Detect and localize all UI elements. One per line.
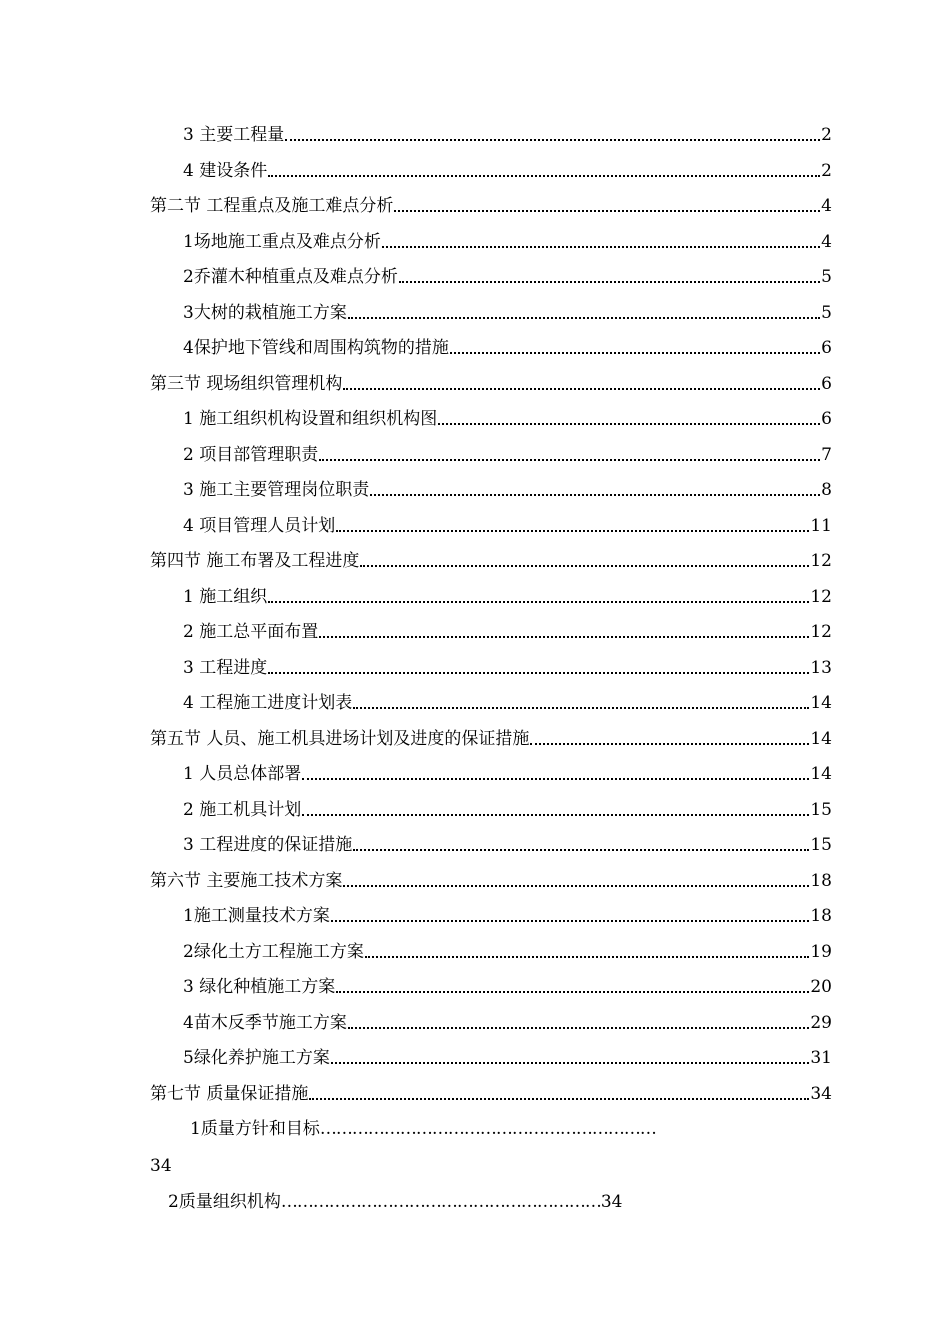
toc-entry-page-number: 4 (821, 231, 832, 252)
toc-entry-page-number: 12 (810, 586, 832, 607)
toc-entry-label: 第六节 主要施工技术方案 (150, 870, 343, 891)
toc-leader-dots (348, 1027, 810, 1029)
toc-leader-dots (399, 281, 820, 283)
toc-entry-page-number: 13 (810, 657, 832, 678)
toc-entry-label: 1质量方针和目标 (190, 1119, 320, 1139)
toc-subsection-entry (183, 511, 832, 537)
toc-subsection-entry (183, 298, 832, 324)
toc-entry-label: 2 项目部管理职责 (183, 444, 319, 465)
toc-leader-dots (360, 565, 809, 567)
toc-entry-page-number: 18 (810, 906, 832, 926)
toc-subsection-entry (183, 688, 832, 714)
toc-entry-page-number: 15 (810, 835, 832, 855)
toc-subsection-entry (183, 617, 832, 643)
toc-subsection-entry (183, 475, 832, 501)
toc-leader-dots (343, 388, 820, 390)
toc-entry-page-number: 5 (821, 267, 832, 287)
toc-entry-label: 1 施工组织 (183, 586, 268, 607)
toc-entry-page-number: 2 (821, 160, 832, 181)
toc-entry-page-number: 14 (810, 728, 832, 749)
toc-entry-label: 第七节 质量保证措施 (150, 1083, 309, 1104)
toc-entry-page-number: 20 (810, 977, 832, 997)
toc-leader-dots (336, 991, 809, 993)
toc-entry-label: 3 主要工程量 (183, 125, 285, 145)
toc-entry-label: 2 施工总平面布置 (183, 622, 319, 642)
toc-entry-page-number: 34 (600, 1192, 623, 1212)
toc-leader-dots (343, 885, 809, 887)
toc-leader-dots: …………………………………………………… (280, 1192, 601, 1212)
toc-entry-label: 第五节 人员、施工机具进场计划及进度的保证措施 (150, 728, 530, 749)
toc-section-entry (150, 866, 832, 892)
toc-leader-dots (319, 636, 809, 638)
toc-entry-label: 5绿化养护施工方案 (183, 1048, 330, 1068)
toc-entry-label: 第四节 施工布署及工程进度 (150, 551, 360, 571)
toc-subsection-entry (183, 1008, 832, 1034)
toc-subsection-entry (183, 333, 832, 359)
toc-section-entry (150, 546, 832, 572)
toc-entry-label: 4 工程施工进度计划表 (183, 693, 353, 713)
toc-entry-page-number: 6 (821, 338, 832, 358)
toc-entry-label: 第二节 工程重点及施工难点分析 (150, 196, 394, 216)
toc-subsection-entry (183, 120, 832, 146)
toc-leader-dots (319, 459, 820, 461)
toc-entry-quality-policy (190, 1118, 656, 1140)
toc-subsection-entry (183, 1043, 832, 1069)
toc-leader-dots (438, 423, 820, 425)
toc-leader-dots (394, 210, 820, 212)
toc-leader-dots (336, 530, 809, 532)
toc-entry-page-number: 6 (821, 409, 832, 429)
toc-entry-page-number: 19 (810, 941, 832, 962)
toc-leader-dots (268, 175, 820, 177)
toc-entry-label: 3 绿化种植施工方案 (183, 977, 336, 997)
toc-subsection-entry (183, 759, 832, 785)
toc-entry-page-number: 2 (821, 125, 832, 145)
toc-entry-label: 1 人员总体部署 (183, 764, 302, 784)
toc-entry-label: 1施工测量技术方案 (183, 906, 330, 926)
toc-entry-label: 4保护地下管线和周围构筑物的措施 (183, 338, 449, 358)
toc-section-entry (150, 724, 832, 750)
toc-leader-dots (268, 601, 809, 603)
toc-section-entry (150, 1079, 832, 1105)
toc-leader-dots (285, 139, 820, 141)
toc-leader-dots (331, 920, 810, 922)
toc-entry-page-number: 18 (810, 870, 832, 891)
toc-subsection-entry (183, 440, 832, 466)
toc-entry-label: 4 建设条件 (183, 160, 268, 181)
toc-entry-quality-org (168, 1191, 622, 1213)
toc-subsection-entry (183, 937, 832, 963)
toc-subsection-entry (183, 227, 832, 253)
toc-entry-page-number: 31 (810, 1048, 832, 1068)
toc-entry-label: 3 施工主要管理岗位职责 (183, 480, 370, 500)
toc-subsection-entry (183, 582, 832, 608)
toc-leader-dots (353, 707, 809, 709)
toc-entry-label: 2绿化土方工程施工方案 (183, 941, 364, 962)
toc-entry-page-number: 12 (810, 622, 832, 642)
toc-subsection-entry (183, 795, 832, 821)
toc-leader-dots (530, 743, 809, 745)
toc-entry-label: 3 工程进度 (183, 657, 268, 678)
toc-entry-label: 2质量组织机构 (168, 1192, 281, 1212)
toc-entry-page-number: 15 (810, 799, 832, 820)
toc-leader-dots (348, 317, 820, 319)
toc-section-entry (150, 369, 832, 395)
toc-entry-page-number: 11 (810, 515, 832, 536)
toc-entry-label: 2 施工机具计划 (183, 799, 302, 820)
toc-leader-dots (353, 849, 809, 851)
toc-entry-page-number: 14 (810, 764, 832, 784)
toc-entry-page-number: 12 (810, 551, 832, 571)
toc-subsection-entry (183, 404, 832, 430)
toc-entry-page-number: 7 (821, 444, 832, 465)
toc-entry-page-number: 34 (150, 1156, 172, 1176)
toc-leader-dots (370, 494, 820, 496)
toc-entry-label: 2乔灌木种植重点及难点分析 (183, 267, 398, 287)
toc-entry-label: 4苗木反季节施工方案 (183, 1012, 347, 1033)
toc-entry-label: 1 施工组织机构设置和组织机构图 (183, 409, 438, 429)
toc-subsection-entry (183, 156, 832, 182)
toc-subsection-entry (183, 972, 832, 998)
toc-entry-label: 4 项目管理人员计划 (183, 515, 336, 536)
toc-entry-page-number: 8 (821, 480, 832, 500)
toc-entry-page-number: 5 (821, 302, 832, 323)
toc-leader-dots (382, 246, 820, 248)
toc-leader-dots (302, 814, 809, 816)
toc-subsection-entry (183, 901, 832, 927)
toc-entry-page-number: 4 (821, 196, 832, 216)
toc-entry-label: 1场地施工重点及难点分析 (183, 231, 381, 252)
toc-subsection-entry (183, 262, 832, 288)
toc-entry-label: 3大树的栽植施工方案 (183, 302, 347, 323)
toc-entry-page-number: 34 (810, 1083, 832, 1104)
toc-subsection-entry (183, 830, 832, 856)
toc-leader-dots: ……………………………………………………… (319, 1119, 656, 1139)
toc-entry-label: 3 工程进度的保证措施 (183, 835, 353, 855)
toc-entry-page-number: 6 (821, 373, 832, 394)
toc-leader-dots (450, 352, 820, 354)
toc-entry-label: 第三节 现场组织管理机构 (150, 373, 343, 394)
toc-leader-dots (302, 778, 809, 780)
toc-leader-dots (309, 1098, 809, 1100)
toc-leader-dots (331, 1062, 810, 1064)
toc-leader-dots (365, 956, 810, 958)
toc-entry-page-number: 14 (810, 693, 832, 713)
toc-subsection-entry (183, 653, 832, 679)
toc-entry-page-number: 29 (810, 1012, 832, 1033)
toc-leader-dots (268, 672, 809, 674)
toc-section-entry (150, 191, 832, 217)
